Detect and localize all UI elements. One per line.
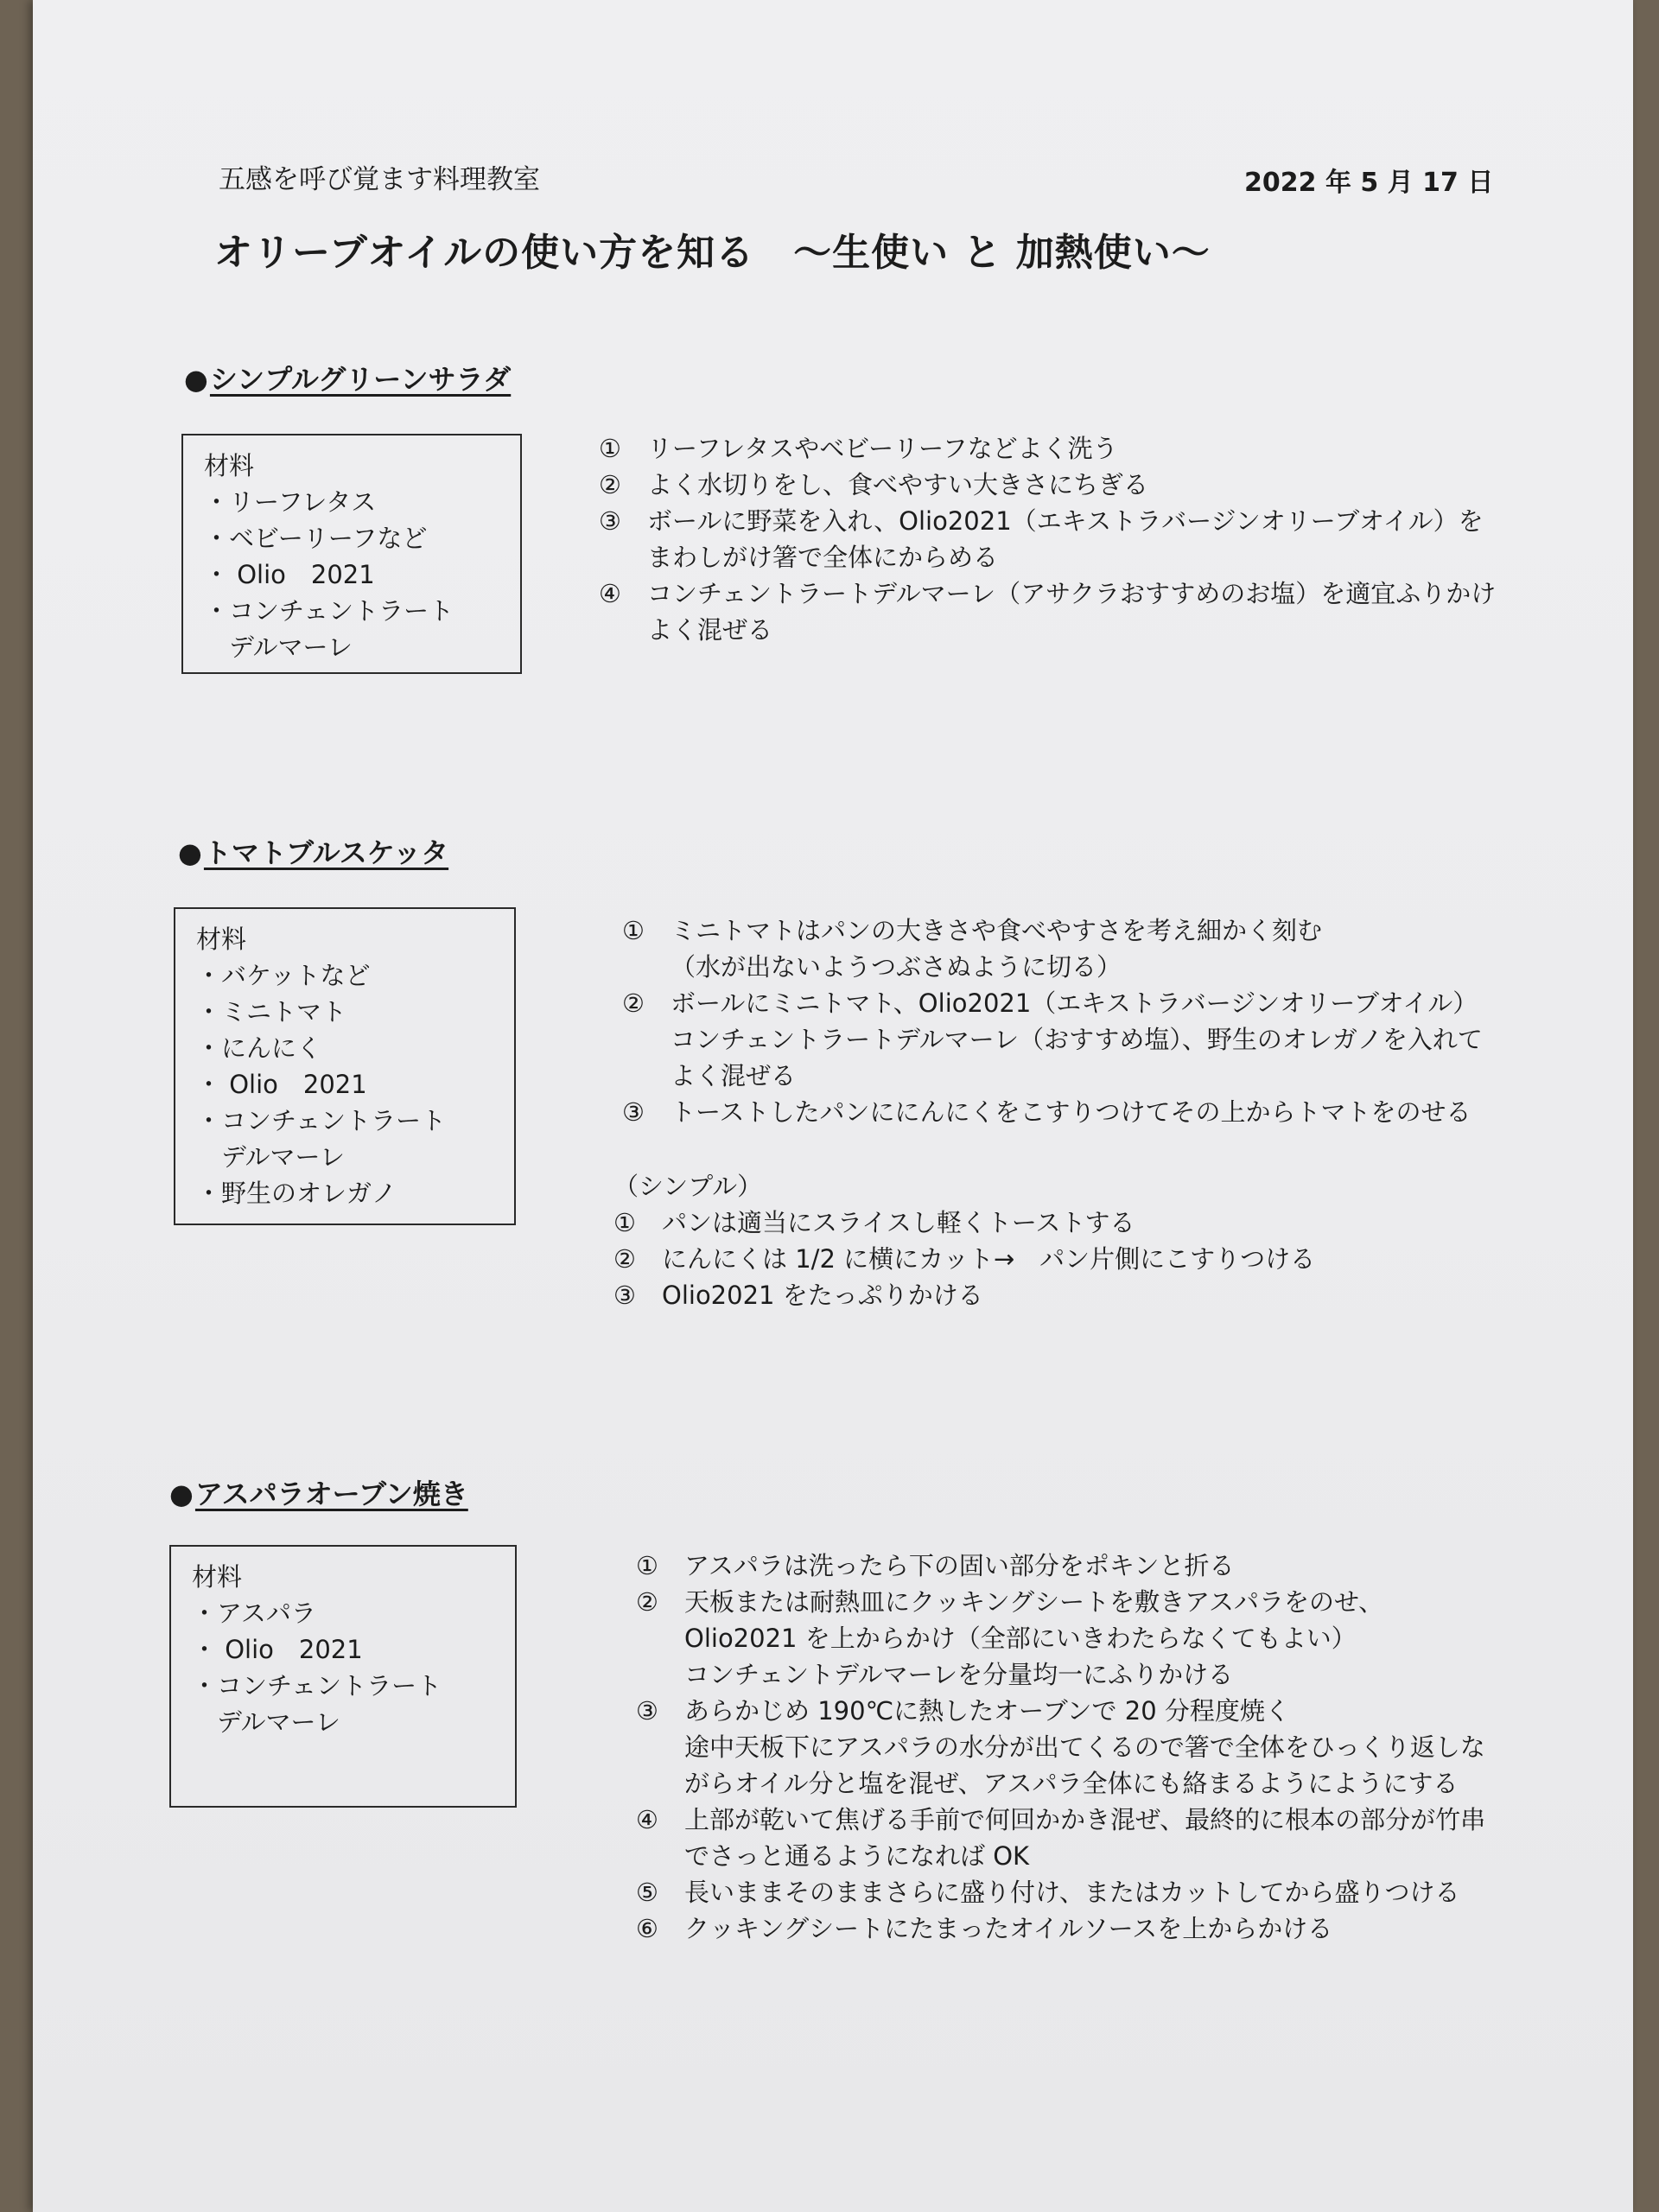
ingredients-box-green-salad: [181, 434, 522, 674]
step-text: 上部が乾いて焦げる手前で何回かかき混ぜ、最終的に根本の部分が竹串 でさっと通るようになれば OK: [684, 1805, 1486, 1871]
step-item: [622, 912, 1483, 985]
simple-variation: [613, 1168, 1315, 1313]
step-text: ボールに野菜を入れ、Olio2021（エキストラバージンオリーブオイル）を まわしがけ箸で全体にからめる: [647, 506, 1484, 572]
step-text: アスパラは洗ったら下の固い部分をポキンと折る: [684, 1551, 1235, 1580]
step-item: [613, 1241, 1315, 1277]
bullet-mark: ●: [178, 836, 202, 869]
bullet-mark: ●: [169, 1478, 194, 1510]
ingredient-item: ・コンチェントラート デルマーレ: [192, 1671, 442, 1737]
step-number: ①: [636, 1551, 658, 1580]
ingredient-item: ・ Olio 2021: [204, 560, 375, 589]
step-number: ④: [636, 1805, 658, 1834]
step-number: ②: [599, 470, 621, 499]
step-number: ①: [622, 916, 645, 945]
step-number: ②: [613, 1244, 636, 1274]
steps-bruschetta: [622, 912, 1483, 1130]
step-number: ①: [599, 434, 621, 463]
section-title: アスパラオーブン焼き: [194, 1478, 468, 1510]
step-item: [622, 985, 1483, 1094]
steps-green-salad: [599, 430, 1496, 648]
page-title: オリーブオイルの使い方を知る ～生使い と 加熱使い～: [214, 231, 1211, 275]
ingredients-box-asparagus: [169, 1545, 517, 1808]
simple-label: （シンプル）: [613, 1172, 763, 1201]
step-number: ③: [613, 1281, 636, 1310]
ingredient-item: ・コンチェントラート デルマーレ: [196, 1106, 447, 1172]
step-item: [636, 1910, 1485, 1947]
step-number: ③: [622, 1097, 645, 1127]
step-text: コンチェントラートデルマーレ（アサクラおすすめのお塩）を適宜ふりかけ よく混ぜる: [647, 579, 1497, 645]
step-number: ④: [599, 579, 621, 608]
step-text: あらかじめ 190℃に熱したオーブンで 20 分程度焼く 途中天板下にアスパラの水分が出てくるので箸で全体をひっくり返しな がらオイル分と塩を混ぜ、アスパラ全体にも絡まるようにようにする: [684, 1696, 1485, 1798]
ingredient-item: ・コンチェントラート デルマーレ: [204, 596, 454, 662]
section-title: トマトブルスケッタ: [203, 836, 449, 869]
step-text: トーストしたパンににんにくをこすりつけてその上からトマトをのせる: [671, 1097, 1471, 1127]
ingredient-item: ・ Olio 2021: [192, 1635, 363, 1664]
school-name: 五感を呼び覚ます料理教室: [219, 164, 540, 195]
step-number: ②: [622, 988, 645, 1018]
ingredient-item: ・野生のオレガノ: [196, 1179, 397, 1208]
section-title: シンプルグリーンサラダ: [209, 363, 512, 396]
step-text: 長いままそのままさらに盛り付け、またはカットしてから盛りつける: [684, 1878, 1460, 1907]
step-item: [636, 1802, 1485, 1874]
ingredient-item: ・リーフレタス: [204, 487, 377, 517]
ingredient-item: ・ Olio 2021: [196, 1070, 367, 1099]
step-number: ⑥: [636, 1914, 658, 1943]
recipe-sheet: [33, 0, 1633, 2212]
ingredient-item: ・にんにく: [196, 1033, 322, 1063]
ingredients-label: 材料: [204, 451, 255, 480]
ingredient-item: ・バケットなど: [196, 961, 371, 990]
step-number: ①: [613, 1208, 636, 1237]
step-text: パンは適当にスライスし軽くトーストする: [662, 1208, 1135, 1237]
ingredients-box-bruschetta: [174, 907, 516, 1225]
step-number: ⑤: [636, 1878, 658, 1907]
steps-asparagus: [636, 1548, 1485, 1947]
ingredient-item: ・アスパラ: [192, 1599, 316, 1628]
step-text: よく水切りをし、食べやすい大きさにちぎる: [647, 470, 1149, 499]
step-item: [636, 1584, 1485, 1693]
step-item: [636, 1874, 1485, 1910]
class-date: 2022 年 5 月 17 日: [1244, 168, 1494, 198]
step-item: [613, 1205, 1315, 1241]
ingredients-label: 材料: [196, 925, 247, 954]
step-text: クッキングシートにたまったオイルソースを上からかける: [684, 1914, 1333, 1943]
step-item: [599, 503, 1496, 575]
bullet-mark: ●: [184, 363, 208, 396]
ingredient-item: ・ミニトマト: [196, 997, 347, 1027]
section-heading-bruschetta: [178, 831, 448, 871]
step-text: Olio2021 をたっぷりかける: [662, 1281, 983, 1310]
section-heading-asparagus: [169, 1472, 468, 1512]
step-number: ③: [599, 506, 621, 536]
ingredients-label: 材料: [192, 1562, 243, 1592]
step-item: [599, 575, 1496, 648]
step-text: にんにくは 1/2 に横にカット→ パン片側にこすりつける: [662, 1244, 1316, 1274]
step-text: リーフレタスやベビーリーフなどよく洗う: [647, 434, 1118, 463]
step-item: [613, 1277, 1315, 1313]
step-item: [636, 1693, 1485, 1802]
step-item: [636, 1548, 1485, 1584]
step-number: ③: [636, 1696, 658, 1726]
section-heading-green-salad: [184, 358, 511, 397]
step-number: ②: [636, 1587, 658, 1617]
step-item: [599, 430, 1496, 467]
step-text: ボールにミニトマト、Olio2021（エキストラバージンオリーブオイル） コンチェントラートデルマーレ（おすすめ塩）、野生のオレガノを入れて よく混ぜる: [671, 988, 1483, 1090]
ingredient-item: ・ベビーリーフなど: [204, 524, 428, 553]
step-item: [622, 1094, 1483, 1130]
step-text: ミニトマトはパンの大きさや食べやすさを考え細かく刻む （水が出ないようつぶさぬように切る）: [671, 916, 1323, 982]
step-text: 天板または耐熱皿にクッキングシートを敷きアスパラをのせ、 Olio2021 を上からかけ（全部にいきわたらなくてもよい） コンチェントデルマーレを分量均一にふりかける: [684, 1587, 1384, 1689]
step-item: [599, 467, 1496, 503]
